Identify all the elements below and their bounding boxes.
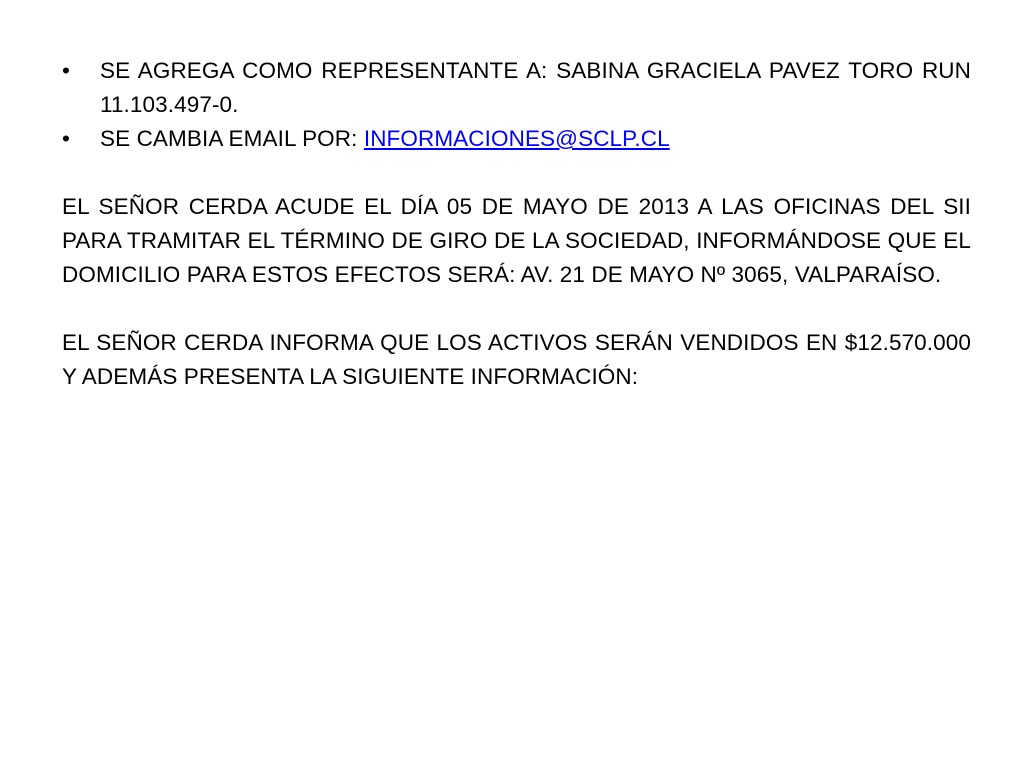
slide-content xyxy=(62,54,971,394)
bullet-icon: • xyxy=(62,58,70,83)
email-link[interactable]: INFORMACIONES@SCLP.CL xyxy=(363,126,670,151)
paragraph-activos: EL SEÑOR CERDA INFORMA QUE LOS ACTIVOS SERÁN VENDIDOS EN $12.570.000 Y ADEMÁS PRESENTA LA SIGUIENTE INFORMACIÓN: xyxy=(62,330,971,389)
bullet-list xyxy=(62,54,971,156)
bullet-item-email xyxy=(62,122,971,156)
paragraph-termino-giro: EL SEÑOR CERDA ACUDE EL DÍA 05 DE MAYO DE 2013 A LAS OFICINAS DEL SII PARA TRAMITAR EL TÉRMINO DE GIRO DE LA SOCIEDAD, INFORMÁNDOSE QUE EL DOMICILIO PARA ESTOS EFECTOS SERÁ: AV. 21 DE MAYO Nº 3065, VALPARAÍSO. xyxy=(62,194,971,287)
bullet-item-representative xyxy=(62,54,971,122)
bullet-text: SE CAMBIA EMAIL POR: xyxy=(100,126,364,151)
bullet-text: SE AGREGA COMO REPRESENTANTE A: SABINA GRACIELA PAVEZ TORO RUN 11.103.497-0. xyxy=(100,58,971,117)
bullet-icon: • xyxy=(62,126,70,151)
